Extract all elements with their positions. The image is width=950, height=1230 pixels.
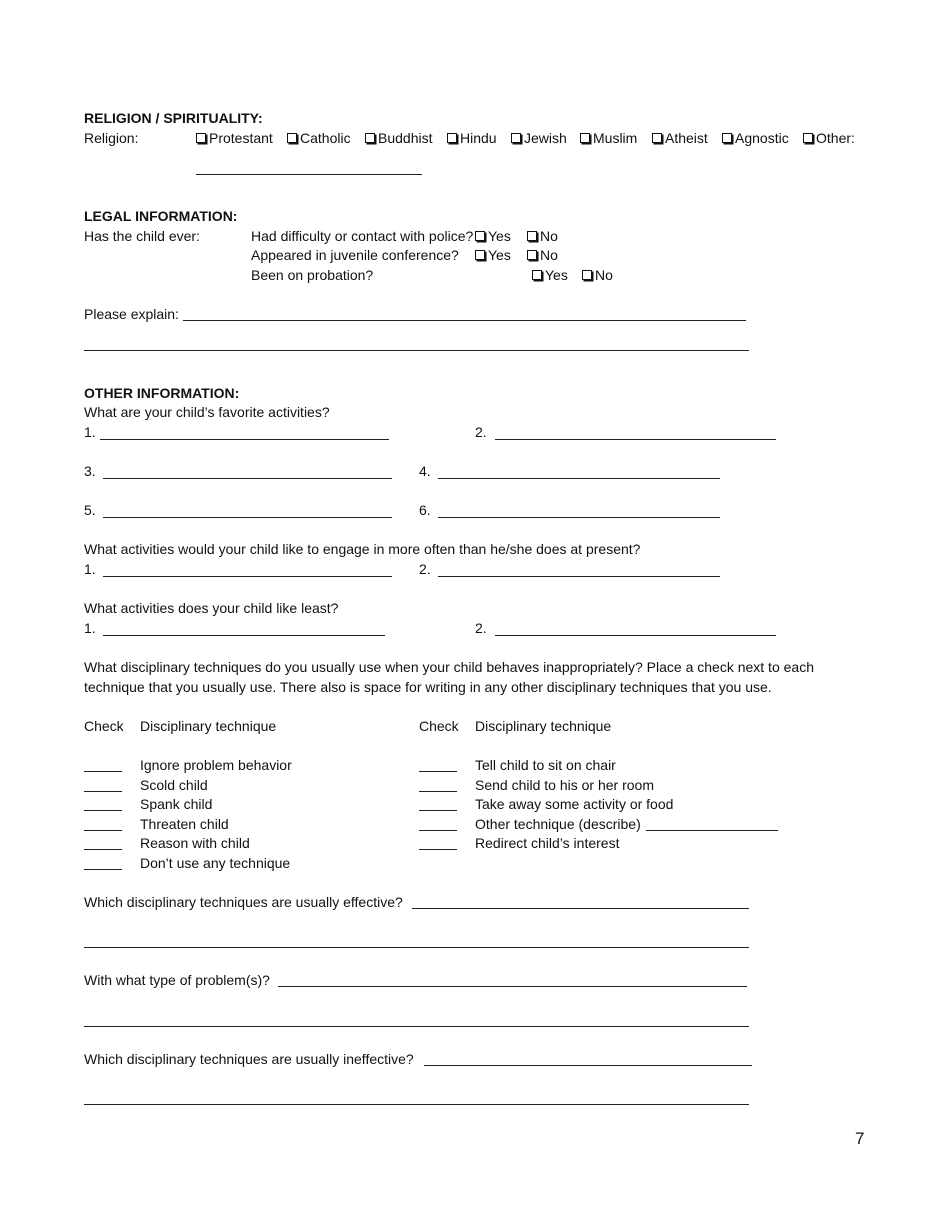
technique-send-room: Send child to his or her room <box>475 777 654 793</box>
technique-ignore: Ignore problem behavior <box>140 757 292 773</box>
favorite-activity-5-field[interactable] <box>103 517 392 518</box>
check-blank-none[interactable] <box>84 869 122 870</box>
favorite-number-3: 3. <box>84 463 96 479</box>
favorite-number-6: 6. <box>419 502 431 518</box>
favorite-activity-1-field[interactable] <box>100 439 389 440</box>
least-number-2: 2. <box>475 620 487 636</box>
religion-option-jewish[interactable]: Jewish <box>511 130 567 146</box>
favorite-number-5: 5. <box>84 502 96 518</box>
favorite-activity-2-field[interactable] <box>495 439 776 440</box>
religion-heading: RELIGION / SPIRITUALITY: <box>84 110 263 126</box>
checkbox-icon <box>803 133 813 143</box>
religion-option-buddhist[interactable]: Buddhist <box>365 130 432 146</box>
check-blank-take-away[interactable] <box>419 810 457 811</box>
police-yes-checkbox[interactable]: Yes <box>475 228 511 244</box>
favorite-activity-3-field[interactable] <box>103 478 392 479</box>
check-blank-ignore[interactable] <box>84 771 122 772</box>
more-activity-2-field[interactable] <box>438 576 720 577</box>
right-technique-header: Disciplinary technique <box>475 718 612 734</box>
legal-question-probation: Been on probation? <box>251 267 374 283</box>
problem-type-field[interactable] <box>278 986 747 987</box>
ineffective-field[interactable] <box>424 1065 752 1066</box>
more-number-1: 1. <box>84 561 96 577</box>
religion-option-agnostic[interactable]: Agnostic <box>722 130 789 146</box>
favorite-activity-6-field[interactable] <box>438 517 720 518</box>
checkbox-icon <box>196 133 206 143</box>
religion-option-catholic[interactable]: Catholic <box>287 130 351 146</box>
legal-question-juvenile: Appeared in juvenile conference? <box>251 247 459 263</box>
check-blank-send-room[interactable] <box>419 791 457 792</box>
probation-no-checkbox[interactable]: No <box>582 267 613 283</box>
check-blank-redirect[interactable] <box>419 849 457 850</box>
explain-field[interactable] <box>183 320 746 321</box>
juvenile-no-checkbox[interactable]: No <box>527 247 558 263</box>
least-activity-1-field[interactable] <box>103 635 385 636</box>
check-blank-spank[interactable] <box>84 810 122 811</box>
technique-reason: Reason with child <box>140 835 250 851</box>
check-blank-reason[interactable] <box>84 849 122 850</box>
religion-option-protestant[interactable]: Protestant <box>196 130 273 146</box>
favorite-number-4: 4. <box>419 463 431 479</box>
checkbox-icon <box>511 133 521 143</box>
effective-question: Which disciplinary techniques are usually effective? <box>84 894 403 910</box>
problem-type-question: With what type of problem(s)? <box>84 972 270 988</box>
checkbox-icon <box>582 270 592 280</box>
technique-take-away: Take away some activity or food <box>475 796 674 812</box>
left-technique-header: Disciplinary technique <box>140 718 277 734</box>
ineffective-field-line-2[interactable] <box>84 1104 749 1105</box>
religion-label: Religion: <box>84 130 139 146</box>
favorite-number-1: 1. <box>84 424 96 440</box>
legal-heading: LEGAL INFORMATION: <box>84 208 238 224</box>
least-activities-question: What activities does your child like least? <box>84 600 339 616</box>
check-blank-scold[interactable] <box>84 791 122 792</box>
juvenile-yes-checkbox[interactable]: Yes <box>475 247 511 263</box>
technique-sit-chair: Tell child to sit on chair <box>475 757 616 773</box>
checkbox-icon <box>527 250 537 260</box>
checkbox-icon <box>652 133 662 143</box>
check-blank-threaten[interactable] <box>84 830 122 831</box>
checkbox-icon <box>447 133 457 143</box>
checkbox-icon <box>475 231 485 241</box>
religion-option-other[interactable]: Other: <box>803 130 855 146</box>
check-blank-sit-chair[interactable] <box>419 771 457 772</box>
check-blank-other[interactable] <box>419 830 457 831</box>
discipline-intro-line-1: What disciplinary techniques do you usually use when your child behaves inappropriately? Place a check next to each <box>84 659 814 675</box>
checkbox-icon <box>527 231 537 241</box>
police-no-checkbox[interactable]: No <box>527 228 558 244</box>
checkbox-icon <box>475 250 485 260</box>
other-technique-describe-field[interactable] <box>646 830 778 831</box>
legal-label: Has the child ever: <box>84 228 200 244</box>
explain-label: Please explain: <box>84 306 179 322</box>
least-activity-2-field[interactable] <box>495 635 776 636</box>
technique-scold: Scold child <box>140 777 208 793</box>
page-number: 7 <box>855 1129 865 1148</box>
technique-spank: Spank child <box>140 796 213 812</box>
religion-option-muslim[interactable]: Muslim <box>580 130 637 146</box>
checkbox-icon <box>287 133 297 143</box>
favorite-activity-4-field[interactable] <box>438 478 720 479</box>
more-activity-1-field[interactable] <box>103 576 392 577</box>
legal-question-police: Had difficulty or contact with police? <box>251 228 474 244</box>
other-heading: OTHER INFORMATION: <box>84 385 240 401</box>
explain-field-line-2[interactable] <box>84 350 749 351</box>
checkbox-icon <box>532 270 542 280</box>
favorite-number-2: 2. <box>475 424 487 440</box>
technique-other: Other technique (describe) <box>475 816 641 832</box>
technique-none: Don’t use any technique <box>140 855 291 871</box>
right-check-header: Check <box>419 718 459 734</box>
discipline-intro-line-2: technique that you usually use. There also is space for writing in any other disciplinary techniques that you use. <box>84 679 772 695</box>
effective-field[interactable] <box>412 908 749 909</box>
least-number-1: 1. <box>84 620 96 636</box>
more-activities-question: What activities would your child like to engage in more often than he/she does at present? <box>84 541 641 557</box>
probation-yes-checkbox[interactable]: Yes <box>532 267 568 283</box>
ineffective-question: Which disciplinary techniques are usually ineffective? <box>84 1051 414 1067</box>
more-number-2: 2. <box>419 561 431 577</box>
religion-option-hindu[interactable]: Hindu <box>447 130 497 146</box>
checkbox-icon <box>580 133 590 143</box>
technique-redirect: Redirect child’s interest <box>475 835 620 851</box>
technique-threaten: Threaten child <box>140 816 229 832</box>
effective-field-line-2[interactable] <box>84 947 749 948</box>
checkbox-icon <box>722 133 732 143</box>
religion-option-atheist[interactable]: Atheist <box>652 130 708 146</box>
religion-other-field[interactable] <box>196 174 422 175</box>
checkbox-icon <box>365 133 375 143</box>
favorite-activities-question: What are your child’s favorite activities? <box>84 404 330 420</box>
problem-type-field-line-2[interactable] <box>84 1026 749 1027</box>
left-check-header: Check <box>84 718 124 734</box>
